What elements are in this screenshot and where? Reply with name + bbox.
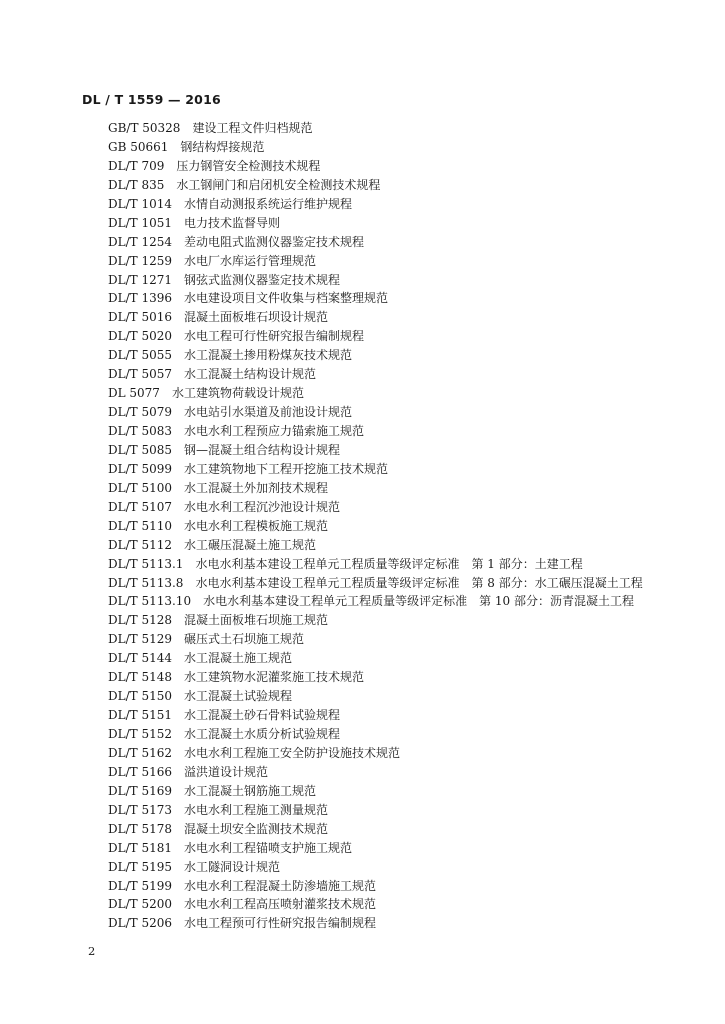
reference-code: DL/T 5148	[108, 670, 172, 685]
reference-item	[108, 308, 643, 327]
reference-title: 建设工程文件归档规范	[192, 121, 313, 135]
reference-item	[108, 479, 643, 498]
reference-title: 水电厂水库运行管理规范	[184, 253, 317, 268]
reference-title: 水工混凝土结构设计规范	[184, 367, 317, 382]
reference-item	[108, 346, 643, 365]
reference-item	[108, 536, 643, 555]
reference-code: DL/T 5169	[108, 783, 172, 798]
reference-title: 钢弦式监测仪器鉴定技术规程	[184, 272, 341, 287]
reference-code: DL/T 5178	[108, 821, 172, 836]
reference-code: DL/T 5173	[108, 802, 172, 817]
reference-title: 水电水利工程锚喷支护施工规范	[184, 840, 353, 855]
reference-title: 水工混凝土掺用粉煤灰技术规范	[184, 348, 353, 363]
reference-item	[108, 460, 643, 479]
reference-item	[108, 176, 643, 195]
reference-title: 水电建设项目文件收集与档案整理规范	[184, 291, 389, 306]
reference-item	[108, 441, 643, 460]
reference-item	[108, 592, 643, 611]
reference-title: 水电水利工程高压喷射灌浆技术规范	[184, 897, 377, 912]
reference-code: DL/T 5181	[108, 840, 172, 855]
reference-title: 压力钢管安全检测技术规程	[176, 158, 321, 173]
reference-code: DL/T 5195	[108, 859, 172, 874]
reference-title: 差动电阻式监测仪器鉴定技术规程	[184, 234, 365, 249]
reference-code: DL/T 5113.8	[108, 575, 184, 590]
reference-item	[108, 649, 643, 668]
reference-code: DL/T 1254	[108, 234, 172, 249]
reference-code: DL/T 5085	[108, 442, 172, 457]
reference-item	[108, 858, 643, 877]
reference-item	[108, 403, 643, 422]
reference-code: DL/T 5099	[108, 461, 172, 476]
reference-code: DL/T 5113.10	[108, 594, 192, 609]
reference-code: DL/T 5144	[108, 651, 172, 666]
reference-code: DL/T 5112	[108, 537, 172, 552]
reference-title: 钢结构焊接规范	[180, 139, 265, 154]
reference-title: 水工混凝土钢筋施工规范	[184, 783, 317, 798]
reference-item	[108, 574, 643, 593]
reference-title: 水电水利基本建设工程单元工程质量等级评定标准 第 1 部分：土建工程	[195, 556, 583, 571]
reference-item	[108, 327, 643, 346]
reference-title: 水电工程可行性研究报告编制规程	[184, 329, 365, 344]
reference-item	[108, 782, 643, 801]
reference-item	[108, 668, 643, 687]
reference-title: 水工混凝土试验规程	[184, 689, 293, 704]
reference-title: 水电水利工程预应力锚索施工规范	[184, 424, 365, 438]
reference-item	[108, 725, 643, 744]
reference-item	[108, 365, 643, 384]
page-number: 2	[88, 944, 96, 958]
reference-title: 水工混凝土外加剂技术规程	[184, 480, 329, 495]
reference-code: DL/T 5162	[108, 745, 172, 760]
reference-item	[108, 498, 643, 517]
reference-title: 水电水利基本建设工程单元工程质量等级评定标准 第 8 部分：水工碾压混凝土工程	[195, 575, 643, 590]
reference-code: DL/T 835	[108, 177, 165, 192]
reference-code: DL/T 5151	[108, 708, 172, 723]
reference-code: DL/T 5200	[108, 897, 172, 912]
reference-item	[108, 384, 643, 403]
reference-item	[108, 233, 643, 252]
reference-item	[108, 119, 643, 138]
reference-title: 水工钢闸门和启闭机安全检测技术规程	[176, 177, 381, 192]
reference-item	[108, 138, 643, 157]
reference-code: DL/T 1396	[108, 291, 172, 306]
reference-title: 水工混凝土砂石骨料试验规程	[184, 708, 341, 723]
reference-code: DL/T 5110	[108, 518, 172, 533]
reference-code: DL/T 1014	[108, 196, 172, 211]
reference-item	[108, 763, 643, 782]
reference-item	[108, 611, 643, 630]
reference-item	[108, 744, 643, 763]
reference-title: 水电站引水渠道及前池设计规范	[184, 405, 353, 420]
reference-code: DL/T 1271	[108, 272, 172, 287]
reference-item	[108, 895, 643, 914]
reference-code: DL/T 5057	[108, 367, 172, 382]
reference-title: 溢洪道设计规范	[184, 764, 269, 779]
reference-code: DL/T 5020	[108, 329, 172, 344]
reference-item	[108, 555, 643, 574]
reference-item	[108, 801, 643, 820]
reference-code: DL 5077	[108, 386, 160, 401]
reference-item	[108, 289, 643, 308]
reference-item	[108, 422, 643, 441]
reference-item	[108, 687, 643, 706]
reference-code: DL/T 5113.1	[108, 556, 184, 571]
reference-item	[108, 252, 643, 271]
reference-title: 水电水利基本建设工程单元工程质量等级评定标准 第 10 部分：沥青混凝土工程	[203, 594, 634, 609]
reference-title: 水电水利工程施工安全防护设施技术规范	[184, 745, 401, 760]
reference-code: DL/T 5128	[108, 613, 172, 628]
reference-title: 水工建筑物地下工程开挖施工技术规范	[184, 461, 389, 476]
reference-title: 混凝土面板堆石坝设计规范	[184, 310, 329, 325]
reference-code: DL/T 5055	[108, 348, 172, 363]
reference-item	[108, 820, 643, 839]
reference-title: 碾压式土石坝施工规范	[184, 632, 305, 647]
reference-code: DL/T 5083	[108, 424, 172, 438]
reference-item	[108, 271, 643, 290]
reference-code: DL/T 5016	[108, 310, 172, 325]
reference-title: 钢—混凝土组合结构设计规程	[184, 442, 341, 457]
reference-title: 水电工程预可行性研究报告编制规程	[184, 916, 377, 931]
reference-title: 水电水利工程模板施工规范	[184, 518, 329, 533]
reference-code: DL/T 5150	[108, 689, 172, 704]
reference-title: 水工隧洞设计规范	[184, 859, 281, 874]
reference-title: 水电水利工程沉沙池设计规范	[184, 499, 341, 514]
reference-code: DL/T 5100	[108, 480, 172, 495]
reference-title: 水电水利工程混凝土防渗墙施工规范	[184, 878, 377, 893]
reference-code: DL/T 1259	[108, 253, 172, 268]
reference-title: 水电水利工程施工测量规范	[184, 802, 329, 817]
reference-item	[108, 877, 643, 896]
reference-title: 水工碾压混凝土施工规范	[184, 537, 317, 552]
reference-code: GB 50661	[108, 139, 169, 154]
normative-references-list	[108, 119, 643, 933]
reference-item	[108, 839, 643, 858]
reference-code: DL/T 1051	[108, 215, 172, 230]
reference-item	[108, 706, 643, 725]
reference-item	[108, 914, 643, 933]
reference-code: DL/T 5152	[108, 727, 172, 741]
reference-title: 混凝土面板堆石坝施工规范	[184, 613, 329, 628]
reference-title: 混凝土坝安全监测技术规范	[184, 821, 329, 836]
reference-code: GB/T 50328	[108, 121, 181, 135]
reference-title: 水工建筑物水泥灌浆施工技术规范	[184, 670, 365, 685]
reference-title: 水工混凝土水质分析试验规程	[184, 727, 341, 741]
reference-item	[108, 195, 643, 214]
reference-item	[108, 214, 643, 233]
reference-code: DL/T 5206	[108, 916, 172, 931]
reference-code: DL/T 5129	[108, 632, 172, 647]
reference-code: DL/T 5199	[108, 878, 172, 893]
reference-title: 水工建筑物荷载设计规范	[171, 386, 304, 401]
reference-item	[108, 630, 643, 649]
reference-title: 水情自动测报系统运行维护规程	[184, 196, 353, 211]
reference-code: DL/T 5166	[108, 764, 172, 779]
reference-title: 电力技术监督导则	[184, 215, 281, 230]
reference-code: DL/T 5107	[108, 499, 172, 514]
reference-item	[108, 157, 643, 176]
reference-code: DL/T 5079	[108, 405, 172, 420]
reference-code: DL/T 709	[108, 158, 165, 173]
reference-item	[108, 517, 643, 536]
standard-id-header: DL / T 1559 — 2016	[82, 92, 221, 107]
reference-title: 水工混凝土施工规范	[184, 651, 293, 666]
